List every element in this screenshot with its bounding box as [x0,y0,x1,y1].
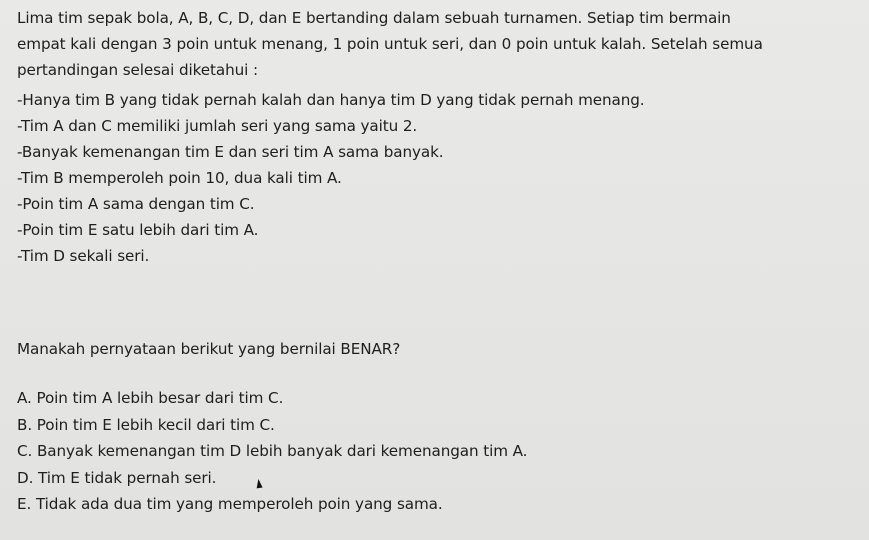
fact-item: -Banyak kemenangan tim E dan seri tim A sama banyak. [17,143,444,161]
answer-options [17,385,861,518]
question-prompt [17,336,861,362]
option-c[interactable]: C. Banyak kemenangan tim D lebih banyak dari kemenangan tim A. [17,442,528,460]
intro-line: Lima tim sepak bola, A, B, C, D, dan E bertanding dalam sebuah turnamen. Setiap tim bermain [17,9,731,27]
fact-item: -Tim A dan C memiliki jumlah seri yang sama yaitu 2. [17,117,418,135]
problem-intro [17,5,861,83]
fact-item: -Poin tim E satu lebih dari tim A. [17,221,259,239]
fact-item: -Poin tim A sama dengan tim C. [17,195,255,213]
intro-line: empat kali dengan 3 poin untuk menang, 1 poin untuk seri, dan 0 poin untuk kalah. Setelah semua [17,35,763,53]
fact-item: -Tim B memperoleh poin 10, dua kali tim A. [17,169,342,187]
option-d[interactable]: D. Tim E tidak pernah seri. [17,468,217,487]
fact-item: -Tim D sekali seri. [17,247,150,265]
option-e[interactable]: E. Tidak ada dua tim yang memperoleh poin yang sama. [17,495,443,513]
mouse-cursor-icon [255,479,262,489]
intro-line: pertandingan selesai diketahui : [17,61,259,79]
known-facts-list [17,87,861,269]
option-b[interactable]: B. Poin tim E lebih kecil dari tim C. [17,415,275,434]
fact-item: -Hanya tim B yang tidak pernah kalah dan hanya tim D yang tidak pernah menang. [17,91,645,109]
question-text: Manakah pernyataan berikut yang bernilai BENAR? [17,340,401,358]
option-a[interactable]: A. Poin tim A lebih besar dari tim C. [17,389,284,407]
